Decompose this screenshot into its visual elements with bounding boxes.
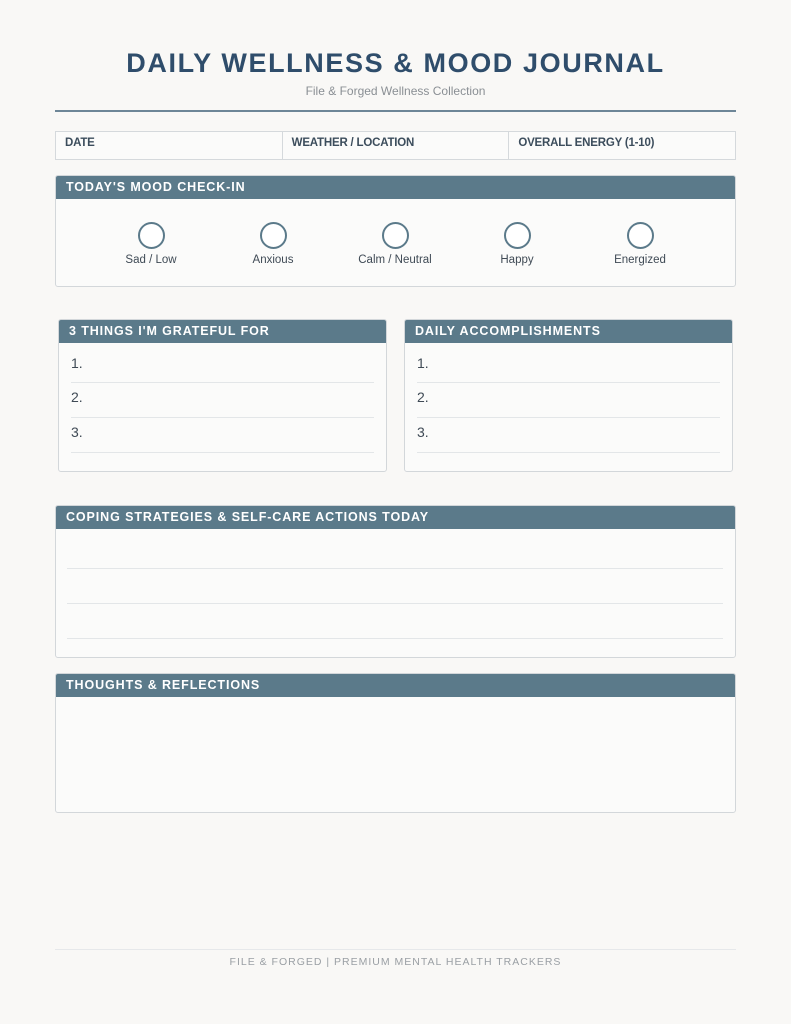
mood-option-energized[interactable] xyxy=(590,222,690,266)
footer-text: FILE & FORGED | PREMIUM MENTAL HEALTH TRACKERS xyxy=(229,956,562,968)
accomplishments-number-2: 2. xyxy=(417,389,429,405)
coping-line-3[interactable] xyxy=(67,638,723,639)
weather-location-field-label: WEATHER / LOCATION xyxy=(291,137,415,149)
accomplishments-heading: DAILY ACCOMPLISHMENTS xyxy=(405,320,732,343)
mood-option-calm-neutral[interactable] xyxy=(345,222,445,266)
date-field[interactable] xyxy=(56,132,283,159)
mood-label-sad-low: Sad / Low xyxy=(125,254,177,266)
mood-radio-calm-neutral[interactable] xyxy=(382,222,409,249)
grateful-number-2: 2. xyxy=(71,389,83,405)
mood-label-calm-neutral: Calm / Neutral xyxy=(358,254,432,266)
mood-label-happy: Happy xyxy=(500,254,534,266)
mood-label-anxious: Anxious xyxy=(252,254,294,266)
thoughts-heading: THOUGHTS & REFLECTIONS xyxy=(56,674,735,697)
accomplishments-line-1[interactable] xyxy=(417,382,720,383)
mood-radio-anxious[interactable] xyxy=(260,222,287,249)
mood-checkin-panel xyxy=(55,175,736,287)
date-field-label: DATE xyxy=(65,137,95,149)
mood-radio-happy[interactable] xyxy=(504,222,531,249)
coping-strategies-heading: COPING STRATEGIES & SELF-CARE ACTIONS TODAY xyxy=(56,506,735,529)
grateful-number-1: 1. xyxy=(71,355,83,371)
mood-checkin-heading: TODAY'S MOOD CHECK-IN xyxy=(56,176,735,199)
coping-strategies-panel xyxy=(55,505,736,658)
overall-energy-field-label: OVERALL ENERGY (1-10) xyxy=(518,137,655,149)
overall-energy-field[interactable] xyxy=(509,132,735,159)
mood-radio-energized[interactable] xyxy=(627,222,654,249)
weather-location-field[interactable] xyxy=(283,132,510,159)
page-title: DAILY WELLNESS & MOOD JOURNAL xyxy=(126,48,665,78)
title-divider xyxy=(55,110,736,112)
mood-option-anxious[interactable] xyxy=(223,222,323,266)
grateful-line-1[interactable] xyxy=(71,382,374,383)
grateful-line-2[interactable] xyxy=(71,417,374,418)
mood-option-happy[interactable] xyxy=(467,222,567,266)
accomplishments-number-1: 1. xyxy=(417,355,429,371)
mood-radio-sad-low[interactable] xyxy=(138,222,165,249)
thoughts-panel[interactable] xyxy=(55,673,736,813)
grateful-number-3: 3. xyxy=(71,424,83,440)
grateful-heading: 3 THINGS I'M GRATEFUL FOR xyxy=(59,320,386,343)
coping-line-2[interactable] xyxy=(67,603,723,604)
grateful-panel xyxy=(58,319,387,472)
mood-option-sad-low[interactable] xyxy=(101,222,201,266)
page-subtitle: File & Forged Wellness Collection xyxy=(305,84,486,98)
accomplishments-panel xyxy=(404,319,733,472)
accomplishments-number-3: 3. xyxy=(417,424,429,440)
coping-line-1[interactable] xyxy=(67,568,723,569)
mood-options xyxy=(56,222,735,272)
info-fields-table xyxy=(55,131,736,160)
accomplishments-line-3[interactable] xyxy=(417,452,720,453)
footer-divider xyxy=(55,949,736,950)
accomplishments-line-2[interactable] xyxy=(417,417,720,418)
grateful-line-3[interactable] xyxy=(71,452,374,453)
mood-label-energized: Energized xyxy=(614,254,666,266)
